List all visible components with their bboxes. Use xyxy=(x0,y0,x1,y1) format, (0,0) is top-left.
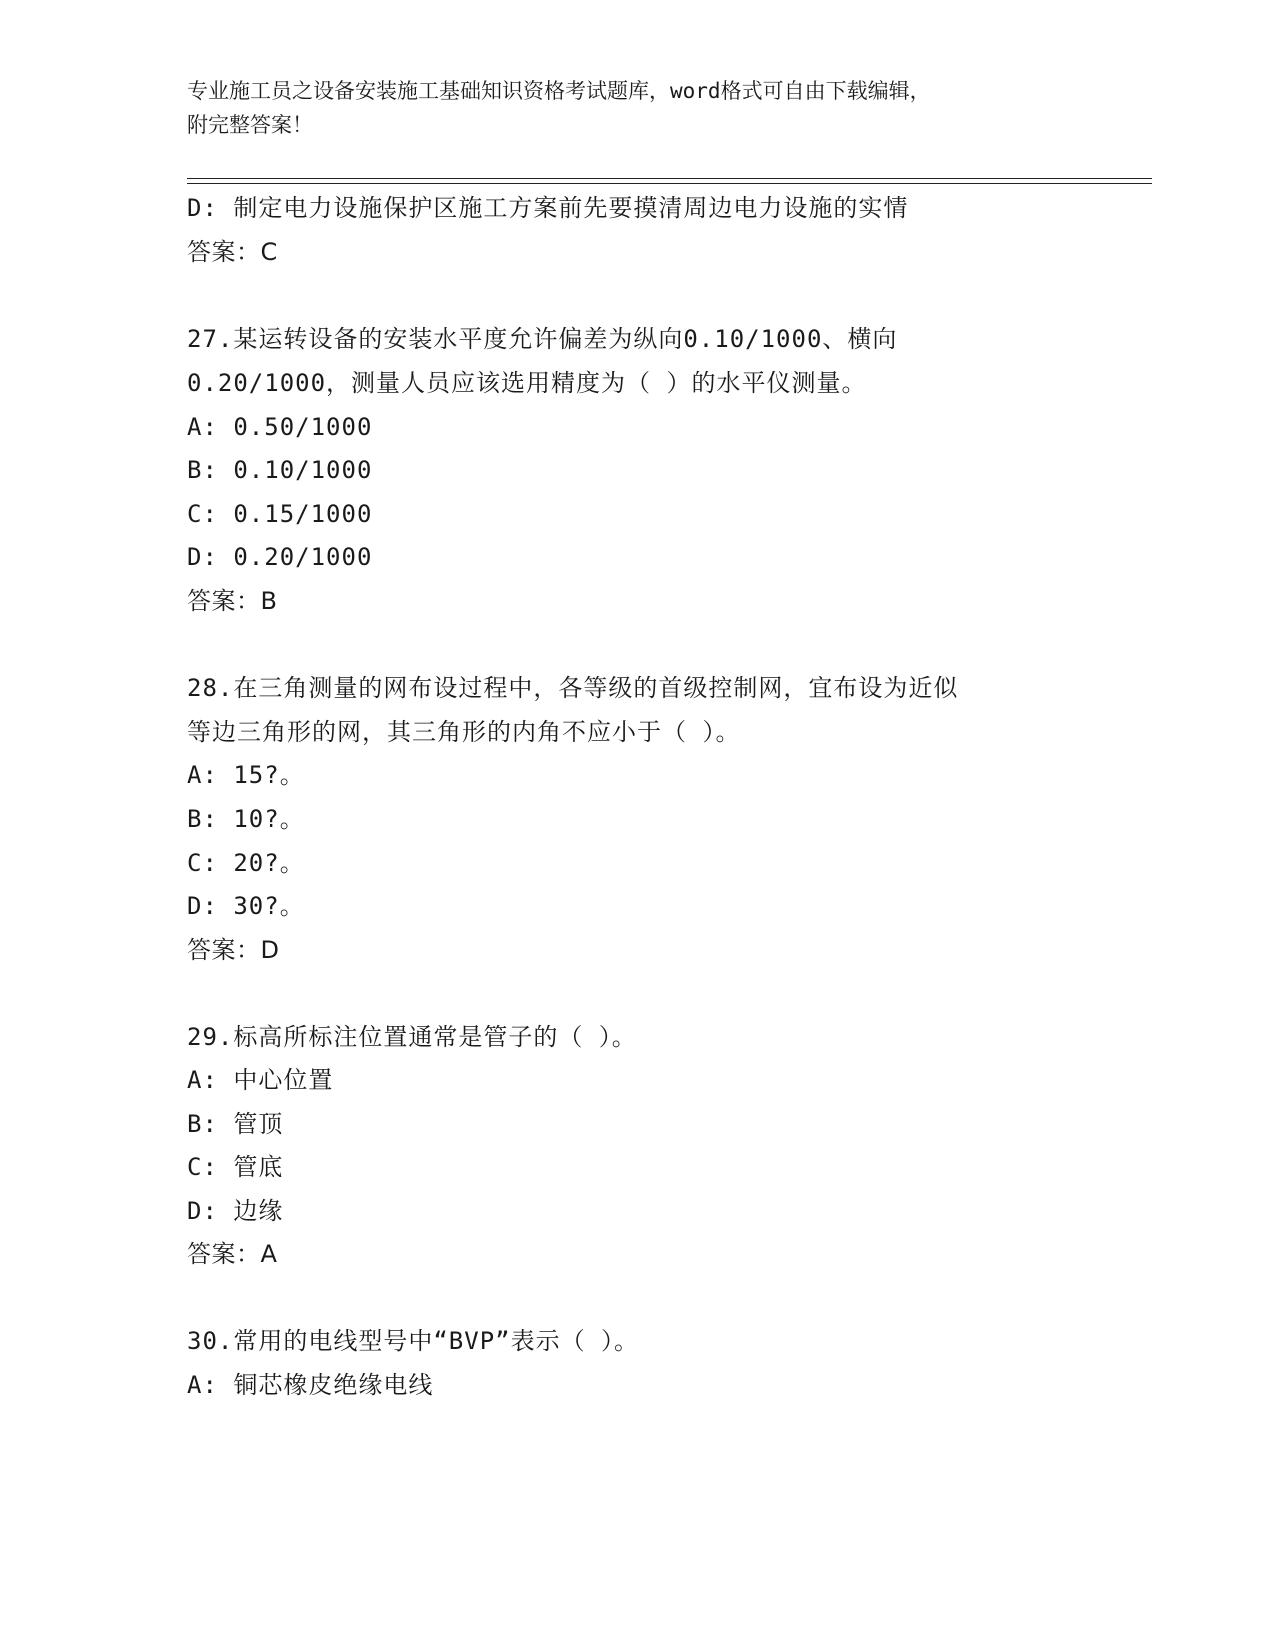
q27-option-b: B: 0.10/1000 xyxy=(187,456,373,484)
q30-option-a: A: 铜芯橡皮绝缘电线 xyxy=(187,1371,434,1399)
q28-option-a: A: 15?。 xyxy=(187,761,305,789)
header-line-2: 附完整答案！ xyxy=(187,113,313,137)
q29-option-c: C: 管底 xyxy=(187,1153,284,1181)
q29-option-d: D: 边缘 xyxy=(187,1197,284,1225)
header-divider-bottom xyxy=(187,183,1152,184)
q29-option-a: A: 中心位置 xyxy=(187,1066,334,1094)
q29-answer: 答案：A xyxy=(187,1240,278,1268)
q28-answer: 答案：D xyxy=(187,936,280,964)
q27-option-a: A: 0.50/1000 xyxy=(187,413,373,441)
q28-option-b: B: 10?。 xyxy=(187,805,305,833)
q28-stem-line-1: 28.在三角测量的网布设过程中，各等级的首级控制网，宜布设为近似 xyxy=(187,674,959,702)
q29-stem-line-1: 29.标高所标注位置通常是管子的（ ）。 xyxy=(187,1023,637,1051)
q27-stem-line-1: 27.某运转设备的安装水平度允许偏差为纵向0.10/1000、横向 xyxy=(187,325,898,353)
q28-stem-line-2: 等边三角形的网，其三角形的内角不应小于（ ）。 xyxy=(187,718,741,746)
q28-option-c: C: 20?。 xyxy=(187,849,305,877)
prev-question-option-d: D: 制定电力设施保护区施工方案前先要摸清周边电力设施的实情 xyxy=(187,194,909,222)
q29-option-b: B: 管顶 xyxy=(187,1110,284,1138)
document-header xyxy=(187,74,1087,142)
q28-option-d: D: 30?。 xyxy=(187,892,305,920)
q27-option-d: D: 0.20/1000 xyxy=(187,543,373,571)
header-line-1: 专业施工员之设备安装施工基础知识资格考试题库，word格式可自由下载编辑， xyxy=(187,79,931,103)
header-divider-top xyxy=(187,178,1152,179)
q27-option-c: C: 0.15/1000 xyxy=(187,500,373,528)
q27-stem-line-2: 0.20/1000，测量人员应该选用精度为（ ）的水平仪测量。 xyxy=(187,369,867,397)
q30-stem-line-1: 30.常用的电线型号中“BVP”表示（ ）。 xyxy=(187,1327,640,1355)
q27-answer: 答案：B xyxy=(187,587,278,615)
prev-question-answer: 答案：C xyxy=(187,238,278,266)
